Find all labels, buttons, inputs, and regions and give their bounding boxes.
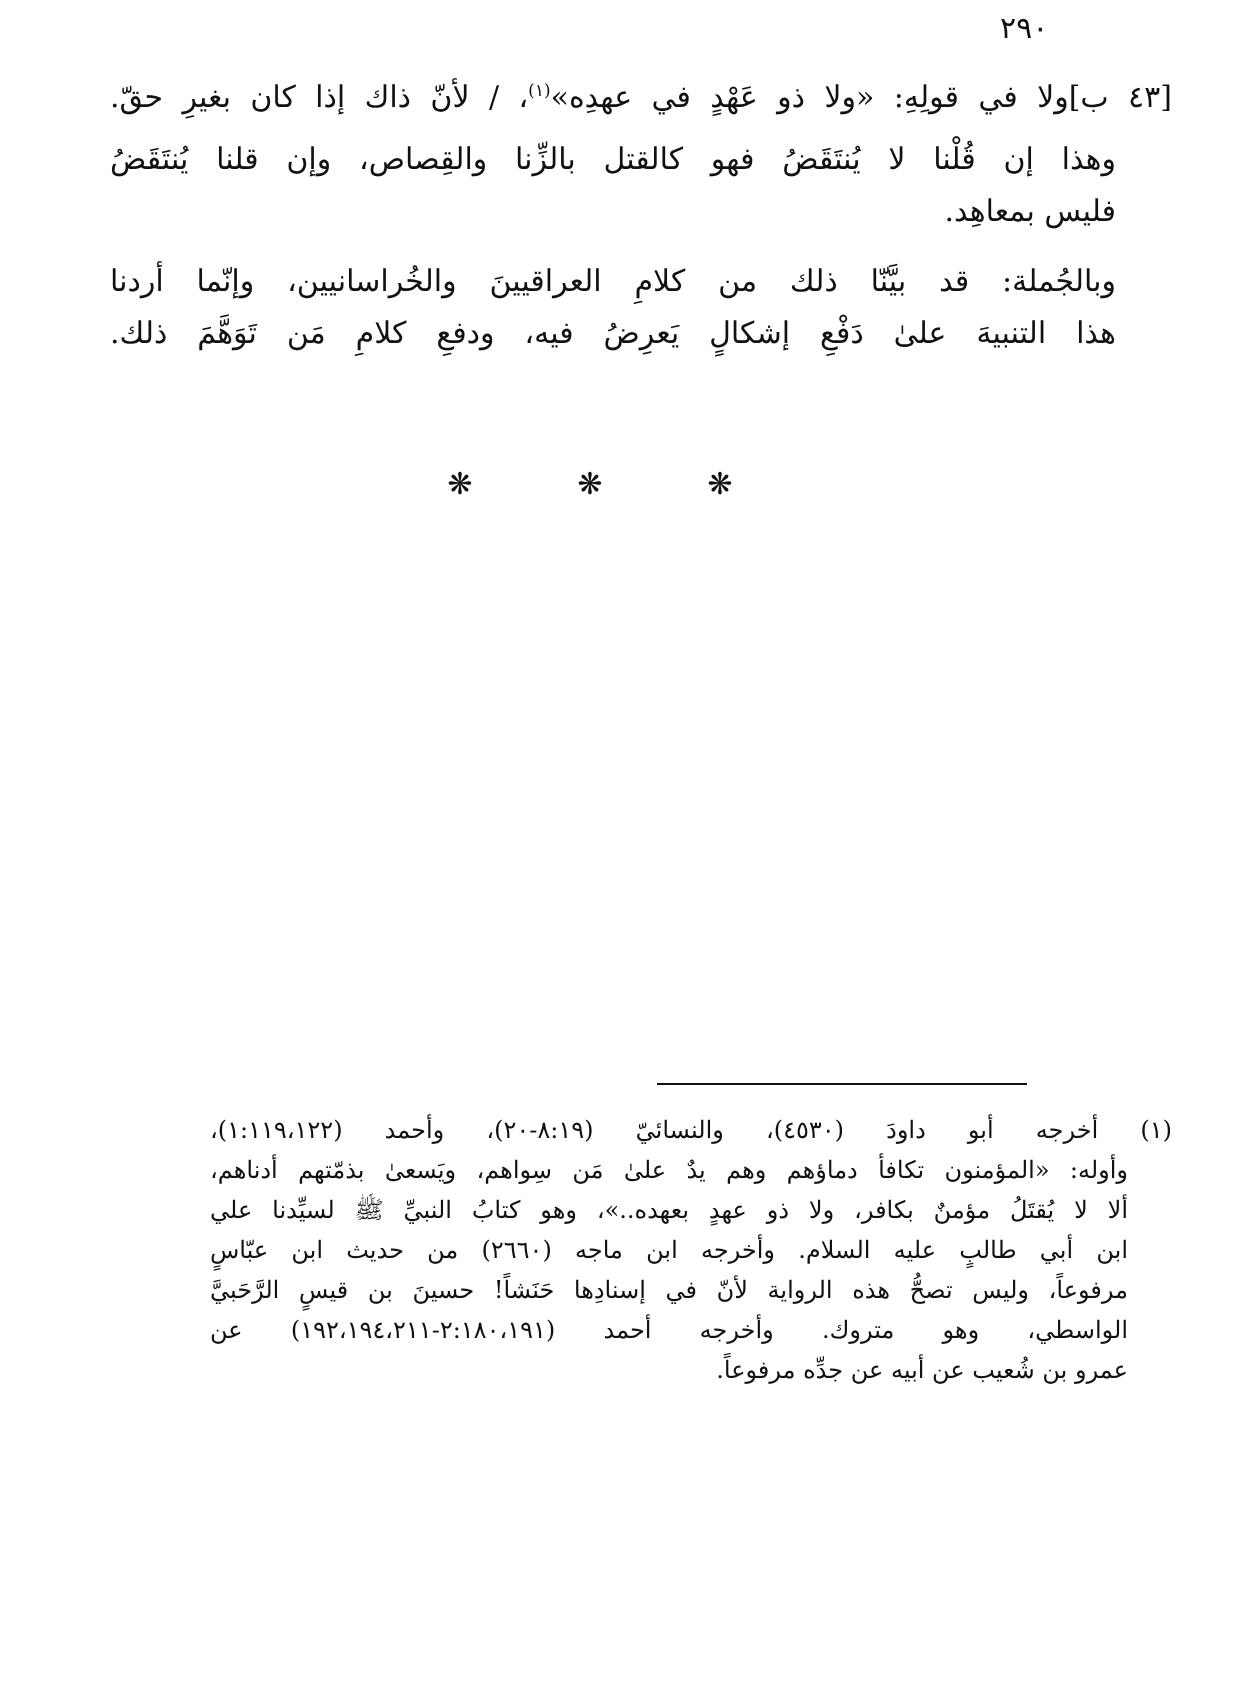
paragraph-1: [110, 72, 1172, 124]
page-number: ٢٩٠: [1000, 11, 1049, 46]
paragraph-1-text: ولا في قولِهِ: «ولا ذو عَهْدٍ في عهدِه»: [550, 80, 1069, 115]
footnote-divider: [657, 1083, 1027, 1085]
paragraph-3-line-2: هذا التنبيهَ علىٰ دَفْعِ إشكالٍ يَعرِضُ فيه، ودفعِ كلامِ مَن تَوَهَّمَ ذلك.: [110, 316, 1116, 351]
footnote-1-line-7: عمرو بن شُعيب عن أبيه عن جدِّه مرفوعاً.: [716, 1356, 1128, 1384]
footnote-1-line-3: ألا لا يُقتَلُ مؤمنٌ بكافر، ولا ذو عهدٍ بعهده..»، وهو كتابُ النبيِّ ﷺ لسيِّدنا علي: [210, 1196, 1128, 1224]
section-ornaments: [440, 467, 740, 502]
folio-marker: [٤٣ ب]: [1068, 80, 1172, 115]
paragraph-3-line-1: وبالجُملة: قد بيَّنّا ذلك من كلامِ العراقيينَ والخُراسانيين، وإنّما أردنا: [110, 264, 1116, 299]
footnote-reference[interactable]: (١): [528, 81, 551, 101]
asterism-icon: ❋: [447, 467, 473, 502]
footnote-1-line-1: (١) أخرجه أبو داودَ (٤٥٣٠)، والنسائيّ (٨:١٩-٢٠)، وأحمد (١:١١٩،١٢٢)،: [210, 1116, 1172, 1144]
main-text: [110, 72, 1172, 360]
footnote-1-line-5: مرفوعاً، وليس تصحُّ هذه الرواية لأنّ في إسنادِها حَنَشاً! حسينَ بن قيسٍ الرَّحَبيَّ: [210, 1276, 1128, 1304]
asterism-icon: ❋: [707, 467, 733, 502]
footnote-1-line-6: الواسطي، وهو متروك. وأخرجه أحمد (٢:١٨٠،١٩١-١٩٢،١٩٤،٢١١) عن: [210, 1316, 1128, 1344]
paragraph-2-line-2: فليس بمعاهِد.: [944, 194, 1116, 229]
paragraph-1-tail: ، / لأنّ ذاك إذا كان بغيرِ حقّ.: [110, 80, 529, 115]
footnote-1-line-2: وأوله: «المؤمنون تكافأ دماؤهم وهم يدٌ علىٰ مَن سِواهم، ويَسعىٰ بذمّتهم أدناهم،: [210, 1156, 1128, 1184]
footnotes: [210, 1110, 1172, 1390]
paragraph-2-line-1: وهذا إن قُلْنا لا يُنتَقَضُ فهو كالقتل بالزِّنا والقِصاص، وإن قلنا يُنتَقَضُ: [110, 142, 1116, 177]
footnote-1-line-4: ابن أبي طالبٍ عليه السلام. وأخرجه ابن ماجه (٢٦٦٠) من حديث ابن عبّاسٍ: [210, 1236, 1128, 1264]
asterism-icon: ❋: [577, 467, 603, 502]
